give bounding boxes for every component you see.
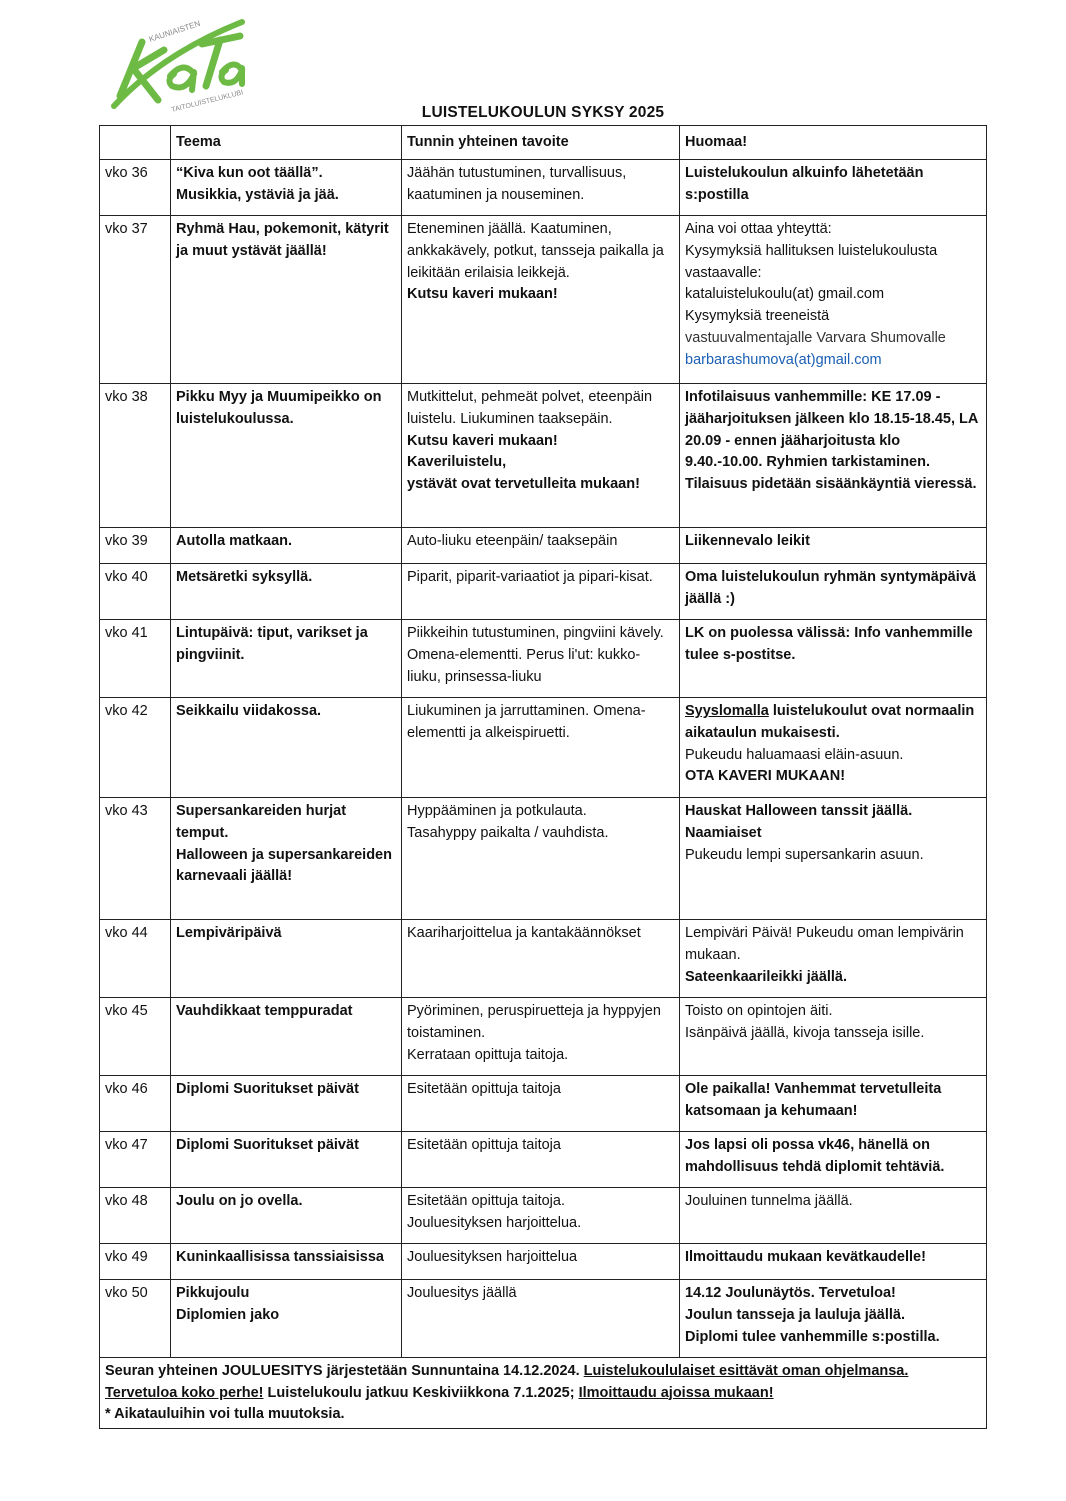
week-cell: vko 50 [100,1280,171,1358]
teema-line: Ryhmä Hau, pokemonit, kätyrit ja muut ystävät jäällä! [176,221,389,259]
tavoite-text: Auto-liuku eteenpäin/ taaksepäin [407,533,618,549]
huomaa-cell [680,384,987,528]
table-row [100,1244,987,1280]
teema-line: Vauhdikkaat temppuradat [176,1003,353,1019]
teema-cell [171,998,402,1076]
tavoite-cell [402,528,680,564]
huomaa-cell [680,1280,987,1358]
huomaa-text: Kysymyksiä hallituksen luistelukoulusta vastaavalle: [685,242,938,281]
tavoite-text: Piparit, piparit-variaatiot ja pipari-kisat. [407,569,653,585]
table-row [100,1132,987,1188]
tavoite-cell [402,1076,680,1132]
tavoite-cell [402,1132,680,1188]
tavoite-cell [402,1188,680,1244]
teema-cell [171,564,402,620]
week-cell: vko 39 [100,528,171,564]
teema-line: Autolla matkaan. [176,533,293,549]
teema-cell [171,798,402,920]
tavoite-text: Jouluesityksen harjoittelua. [407,1214,582,1231]
tavoite-text: Kerrataan opittuja taitoja. [407,1046,569,1063]
week-cell: vko 38 [100,384,171,528]
huomaa-cell [680,798,987,920]
footer-text-1: Seuran yhteinen JOULUESITYS järjestetään Sunnuntaina 14.12.2024. [105,1363,584,1379]
header-huomaa: Huomaa! [680,126,987,160]
huomaa-cell [680,160,987,216]
huomaa-text: Jouluinen tunnelma jäällä. [685,1193,853,1209]
footer-text-5: Ilmoittaudu ajoissa mukaan! [578,1384,774,1401]
footer-text-2: Luistelukoululaiset esittävät oman ohjelmansa. [583,1363,909,1379]
huomaa-text: Oma luistelukoulun ryhmän syntymäpäivä jäällä :) [685,569,976,607]
footer-row [100,1358,987,1429]
table-row [100,1076,987,1132]
tavoite-cell [402,160,680,216]
header-tavoite: Tunnin yhteinen tavoite [402,126,680,160]
table-row [100,998,987,1076]
teema-line: Metsäretki syksyllä. [176,569,313,585]
huomaa-text: Jos lapsi oli possa vk46, hänellä on mahdollisuus tehdä diplomit tehtäviä. [685,1137,945,1175]
tavoite-text: Esitetään opittuja taitoja [407,1081,561,1097]
table-row [100,384,987,528]
teema-cell [171,1188,402,1244]
huomaa-cell [680,216,987,384]
footer-text-3: Tervetuloa koko perhe! [105,1384,264,1401]
huomaa-cell [680,920,987,998]
week-cell: vko 48 [100,1188,171,1244]
teema-cell [171,528,402,564]
tavoite-text: ystävät ovat tervetulleita mukaan! [407,476,640,493]
teema-line: Musikkia, ystäviä ja jää. [176,186,339,203]
teema-line: Lintupäivä: tiput, varikset ja pingviinit. [176,625,368,663]
huomaa-text: Lempiväri Päivä! Pukeudu oman lempivärin mukaan. [685,925,964,963]
week-cell: vko 44 [100,920,171,998]
huomaa-text: Pukeudu haluamaasi eläin-asuun. [685,746,904,763]
tavoite-text: Kaveriluistelu, [407,454,507,471]
tavoite-cell [402,1280,680,1358]
huomaa-text: OTA KAVERI MUKAAN! [685,768,846,785]
tavoite-cell [402,798,680,920]
tavoite-text: Mutkittelut, pehmeät polvet, eteenpäin luistelu. Liukuminen taaksepäin. [407,389,653,427]
week-cell: vko 49 [100,1244,171,1280]
huomaa-text: Infotilaisuus vanhemmille: KE 17.09 - jääharjoituksen jälkeen klo 18.15-18.45, LA 20.09 - ennen jääharjoitusta klo 9.40.-10.00. Ryhmien tarkistaminen. Tilaisuus pidetään sisäänkäyntiä vieressä. [685,389,978,493]
tavoite-cell [402,564,680,620]
tavoite-text: Eteneminen jäällä. Kaatuminen, ankkakävely, potkut, tansseja paikalla ja leikitään erilaisia leikkejä. [407,221,664,281]
tavoite-cell [402,1244,680,1280]
week-cell: vko 42 [100,698,171,798]
huomaa-text: Kysymyksiä treeneistä [685,308,830,325]
teema-cell [171,384,402,528]
table-row [100,798,987,920]
huomaa-text: Liikennevalo leikit [685,533,810,549]
email-link[interactable]: barbarashumova(at)gmail.com [685,351,882,368]
tavoite-cell [402,920,680,998]
schedule-table [99,125,987,1429]
huomaa-cell [680,1132,987,1188]
week-cell: vko 40 [100,564,171,620]
table-row [100,920,987,998]
teema-line: Diplomi Suoritukset päivät [176,1137,359,1153]
table-row [100,698,987,798]
teema-line: Pikku Myy ja Muumipeikko on luistelukoulussa. [176,389,382,427]
tavoite-text: Kutsu kaveri mukaan! [407,432,558,449]
teema-line: Diplomien jako [176,1306,280,1323]
week-cell: vko 36 [100,160,171,216]
huomaa-para [685,701,981,745]
week-cell: vko 41 [100,620,171,698]
table-row [100,1280,987,1358]
teema-cell [171,216,402,384]
teema-cell [171,920,402,998]
tavoite-cell [402,216,680,384]
huomaa-cell [680,564,987,620]
huomaa-text: Aina voi ottaa yhteyttä: [685,221,832,237]
table-row [100,1188,987,1244]
header-row [100,126,987,160]
teema-line: Joulu on jo ovella. [176,1193,303,1209]
teema-cell [171,1244,402,1280]
teema-cell [171,1132,402,1188]
table-row [100,528,987,564]
tavoite-text: Esitetään opittuja taitoja. [407,1193,565,1209]
huomaa-text: Naamiaiset [685,824,762,841]
tavoite-text: Piikkeihin tutustuminen, pingviini kävely. Omena-elementti. Perus li'ut: kukko-liuku, prinsessa-liuku [407,625,664,685]
footer-disclaimer: * Aikatauluihin voi tulla muutoksia. [105,1406,345,1422]
tavoite-cell [402,384,680,528]
teema-cell [171,698,402,798]
huomaa-text: 14.12 Joulunäytös. Tervetuloa! [685,1285,896,1301]
huomaa-cell [680,1188,987,1244]
tavoite-cell [402,698,680,798]
huomaa-text: Ilmoittaudu mukaan kevätkaudelle! [685,1249,926,1265]
tavoite-text: Kutsu kaveri mukaan! [407,286,558,303]
huomaa-text: Isänpäivä jäällä, kivoja tansseja isille. [685,1024,925,1041]
tavoite-text: Liukuminen ja jarruttaminen. Omena-elementti ja alkeispiruetti. [407,703,646,741]
header-teema: Teema [171,126,402,160]
huomaa-text: luistelukoulut ovat normaalin aikataulun mukaisesti. [685,703,975,741]
header-week [100,126,171,160]
huomaa-cell [680,698,987,798]
week-cell: vko 47 [100,1132,171,1188]
week-cell: vko 46 [100,1076,171,1132]
huomaa-text: Pukeudu lempi supersankarin asuun. [685,846,924,863]
teema-line: Kuninkaallisissa tanssiaisissa [176,1249,384,1265]
teema-line: Pikkujoulu [176,1285,250,1301]
teema-line: Lempiväripäivä [176,925,282,941]
week-cell: vko 37 [100,216,171,384]
teema-line: Supersankareiden hurjat temput. [176,803,347,841]
teema-line: Halloween ja supersankareiden karnevaali jäällä! [176,846,392,885]
tavoite-text: Esitetään opittuja taitoja [407,1137,561,1153]
week-cell: vko 45 [100,998,171,1076]
huomaa-text: Toisto on opintojen äiti. [685,1003,833,1019]
tavoite-text: Jäähän tutustuminen, turvallisuus, kaatuminen ja nouseminen. [407,165,627,203]
teema-cell [171,1280,402,1358]
tavoite-text: Kaariharjoittelua ja kantakäännökset [407,925,641,941]
tavoite-text: Jouluesitys jäällä [407,1285,517,1301]
svg-text:KAUNIAISTEN: KAUNIAISTEN [147,18,202,44]
huomaa-text: Luistelukoulun alkuinfo lähetetään s:postilla [685,165,924,203]
table-row [100,620,987,698]
huomaa-text: Hauskat Halloween tanssit jäällä. [685,803,913,819]
teema-cell [171,620,402,698]
huomaa-cell [680,620,987,698]
huomaa-cell [680,998,987,1076]
tavoite-text: Tasahyppy paikalta / vauhdista. [407,824,609,841]
huomaa-text: Diplomi tulee vanhemmille s:postilla. [685,1328,940,1345]
huomaa-cell [680,528,987,564]
teema-line: Seikkailu viidakossa. [176,703,322,719]
tavoite-cell [402,620,680,698]
table-row [100,160,987,216]
huomaa-text: Syyslomalla [685,703,769,719]
huomaa-text: Ole paikalla! Vanhemmat tervetulleita katsomaan ja kehumaan! [685,1081,942,1119]
table-row [100,564,987,620]
huomaa-text: Sateenkaarileikki jäällä. [685,968,848,985]
footer-note [100,1358,987,1429]
page-title: LUISTELUKOULUN SYKSY 2025 [421,104,665,121]
tavoite-text: Hyppääminen ja potkulauta. [407,803,587,819]
huomaa-text: vastuuvalmentajalle Varvara Shumovalle [685,329,946,346]
huomaa-cell [680,1244,987,1280]
tavoite-text: Pyöriminen, peruspiruetteja ja hyppyjen toistaminen. [407,1003,661,1041]
teema-cell [171,1076,402,1132]
tavoite-text: Jouluesityksen harjoittelua [407,1249,578,1265]
huomaa-text: Joulun tansseja ja lauluja jäällä. [685,1306,905,1323]
week-cell: vko 43 [100,798,171,920]
teema-cell [171,160,402,216]
svg-text:TAITOLUISTELUKLUBI: TAITOLUISTELUKLUBI [170,89,244,114]
huomaa-cell [680,1076,987,1132]
teema-line: Diplomi Suoritukset päivät [176,1081,359,1097]
table-row [100,216,987,384]
tavoite-cell [402,998,680,1076]
footer-text-4: Luistelukoulu jatkuu Keskiviikkona 7.1.2025; [263,1384,579,1401]
huomaa-text: LK on puolessa välissä: Info vanhemmille tulee s-postitse. [685,625,973,663]
huomaa-text: kataluistelukoulu(at) gmail.com [685,286,885,303]
teema-line: “Kiva kun oot täällä”. [176,165,323,181]
